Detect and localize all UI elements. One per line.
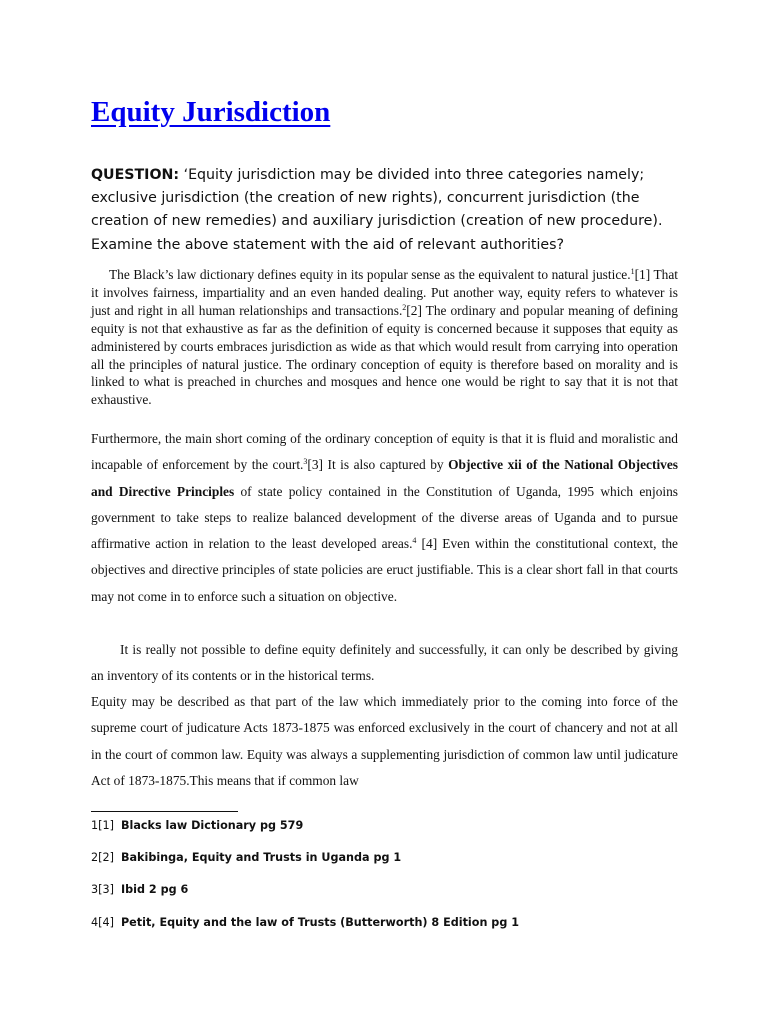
footnote-marker-4[interactable]: 4	[412, 536, 417, 546]
body-paragraph-1	[91, 266, 678, 409]
para1-text-b: [1] That it involves fairness, impartiality and an even handed dealing. Put another way, equity refers to whatever is just and right in all human relationships and transactions.	[91, 267, 678, 318]
para2-text-a: Furthermore, the main short coming of the ordinary conception of equity is that it is fluid and moralistic and incapable of enforcement by the court.	[91, 431, 678, 473]
footnote-number: 2	[91, 851, 99, 864]
footnote-1	[91, 818, 303, 834]
para1-text-a: The Black’s law dictionary defines equity in its popular sense as the equivalent to natural justice.	[109, 267, 631, 282]
para2-bold-reference: Objective xii of the National Objectives and Directive Principles	[91, 457, 679, 499]
footnote-number: 3	[91, 883, 99, 896]
footnote-3	[91, 882, 188, 898]
footnote-text: Bakibinga, Equity and Trusts in Uganda pg 1	[120, 851, 402, 864]
footnote-marker-1[interactable]: 1	[630, 267, 635, 276]
para2-text-d: [4] Even within the constitutional context, the objectives and directive principles of state policies are eruct justifiable. This is a clear short fall in that courts may not come in to enforce such a situation on objective.	[91, 536, 678, 604]
footnote-text: Ibid 2 pg 6	[120, 883, 189, 896]
footnote-ref[interactable]: [1]	[98, 819, 114, 832]
footnote-marker-3[interactable]: 3	[303, 457, 308, 467]
footnote-number: 1	[91, 819, 99, 832]
para1-text-c: [2] The ordinary and popular meaning of defining equity is not that exhaustive as far as the definition of equity is concerned because it supposes that equity as administered by courts embraces jurisdiction as wide as that which would result from carrying into operation all the principles of natural justice. The ordinary conception of equity is therefore based on morality and is linked to what is preached in churches and mosques and hence one would be right to say that it is not that exhaustive.	[91, 302, 678, 408]
footnote-text: Petit, Equity and the law of Trusts (Butterworth) 8 Edition pg 1	[120, 916, 520, 929]
footnote-ref[interactable]: [3]	[98, 883, 114, 896]
body-paragraph-4: Equity may be described as that part of the law which immediately prior to the coming into force of the supreme court of judicature Acts 1873-1875 was enforced exclusively in the court of chancery and not at all in the court of common law. Equity was always a supplementing jurisdiction of common law until judicature Act of 1873-1875.This means that if common law	[91, 694, 678, 788]
footnote-text: Blacks law Dictionary pg 579	[120, 819, 304, 832]
question-paragraph	[91, 164, 681, 257]
footnote-marker-2[interactable]: 2	[402, 302, 407, 312]
footnote-ref[interactable]: [4]	[98, 916, 114, 929]
footnote-separator	[91, 811, 238, 812]
footnote-ref[interactable]: [2]	[98, 851, 114, 864]
para2-text-b: [3] It is also captured by	[307, 457, 449, 473]
footnote-2	[91, 850, 401, 866]
question-label: QUESTION:	[91, 167, 180, 183]
footnote-4	[91, 915, 519, 931]
para2-text-c: of state policy contained in the Constitution of Uganda, 1995 which enjoins government to take steps to realize balanced development of the diverse areas of Uganda and to pursue affirmative action in relation to the least developed areas.	[91, 483, 679, 552]
page-title: Equity Jurisdiction	[91, 96, 331, 128]
question-text: ‘Equity jurisdiction may be divided into three categories namely; exclusive jurisdiction (the creation of new rights), concurrent jurisdiction (the creation of new remedies) and auxiliary jurisdiction (creation of new procedure). Examine the above statement with the aid of relevant authorities?	[91, 167, 663, 253]
body-paragraph-2	[91, 426, 678, 610]
body-paragraph-3: It is really not possible to define equity definitely and successfully, it can only be described by giving an inventory of its contents or in the historical terms.	[91, 642, 678, 684]
footnote-number: 4	[91, 916, 99, 929]
